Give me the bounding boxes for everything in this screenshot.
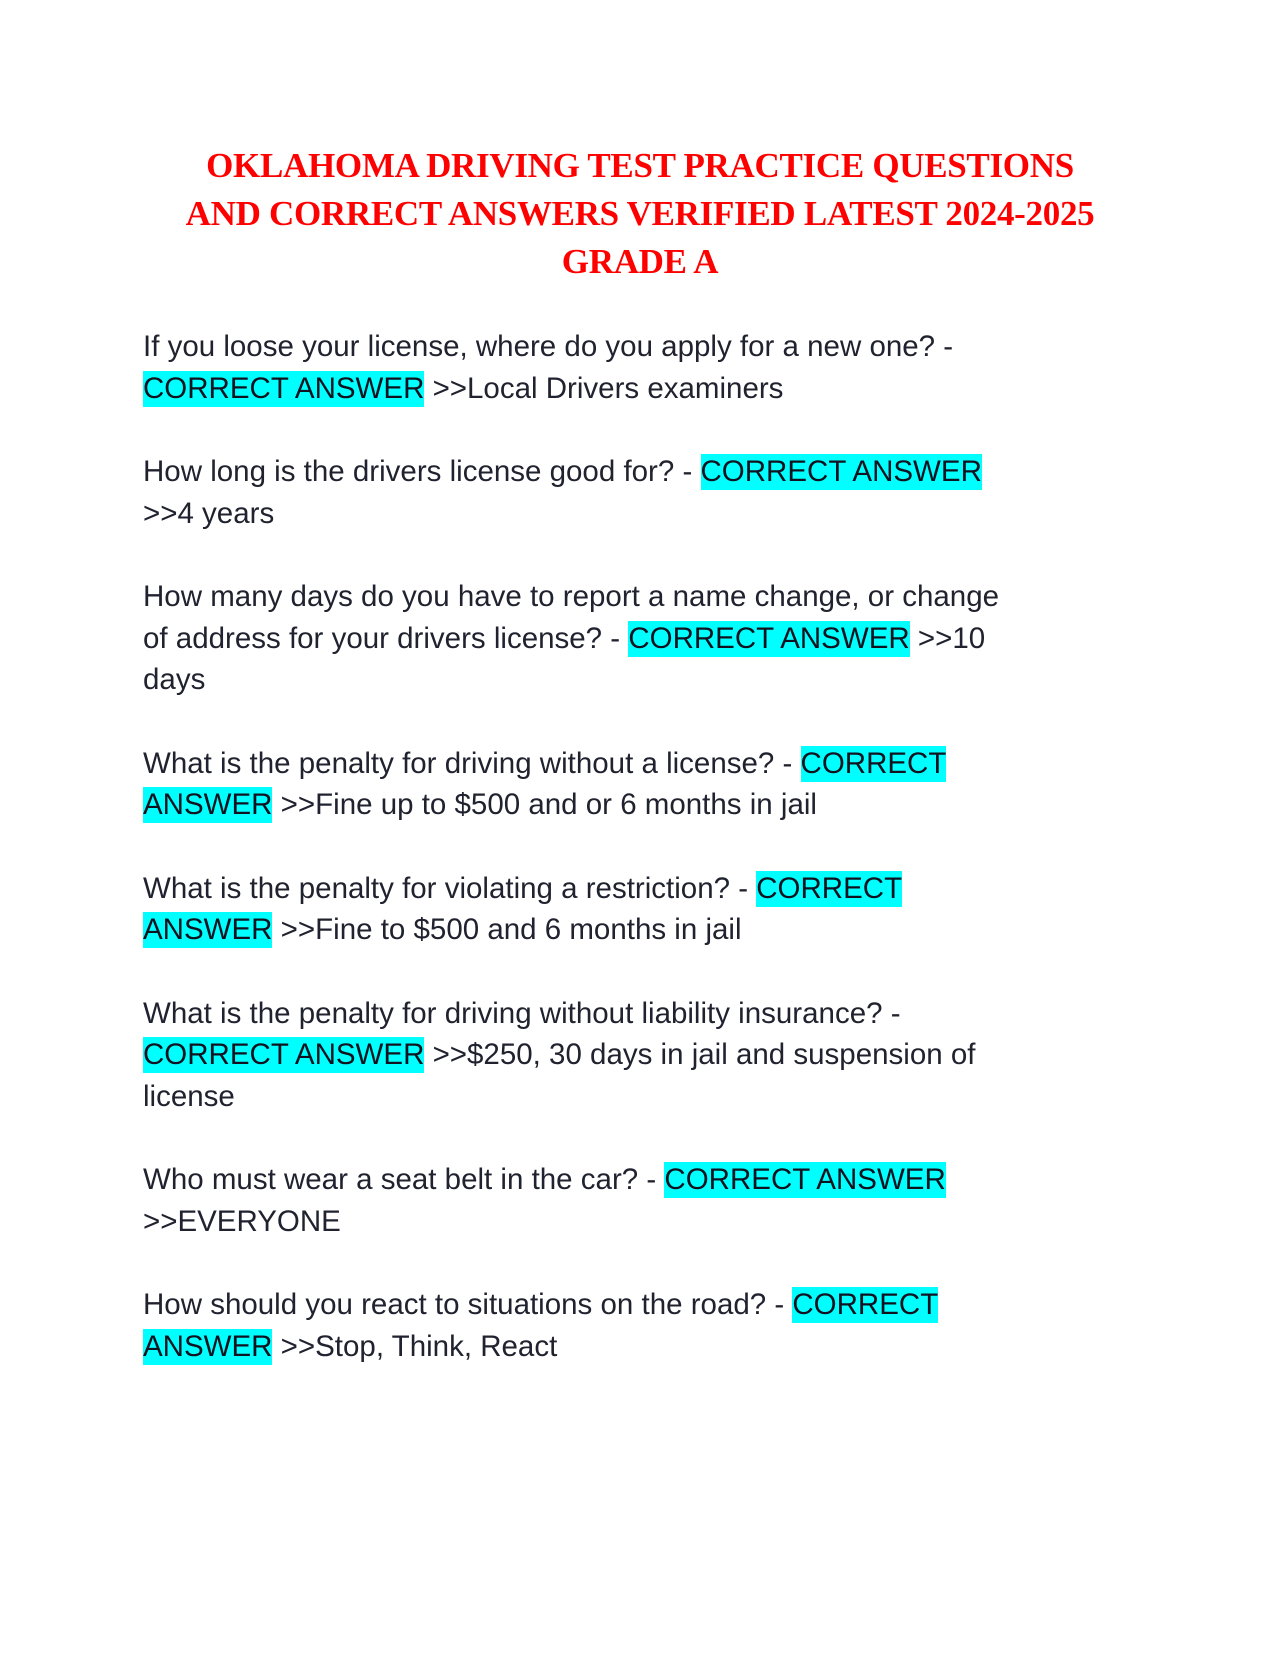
qa-line bbox=[143, 326, 1143, 368]
correct-answer-highlight: CORRECT ANSWER bbox=[143, 1038, 425, 1071]
qa-line bbox=[143, 909, 1143, 951]
correct-answer-highlight: ANSWER bbox=[143, 913, 273, 946]
qa-line bbox=[143, 1326, 1143, 1368]
qa-item bbox=[143, 1159, 1143, 1242]
title-line: GRADE A bbox=[561, 242, 719, 281]
qa-line bbox=[143, 1284, 1143, 1326]
qa-line bbox=[143, 1159, 1143, 1201]
title-line: OKLAHOMA DRIVING TEST PRACTICE QUESTIONS bbox=[206, 146, 1074, 185]
qa-text: >>$250, 30 days in jail and suspension of bbox=[424, 1038, 976, 1071]
qa-line bbox=[143, 493, 1143, 535]
title-line: AND CORRECT ANSWERS VERIFIED LATEST 2024-2025 bbox=[185, 194, 1095, 233]
qa-text: What is the penalty for driving without a license? - bbox=[143, 746, 801, 780]
qa-line bbox=[143, 993, 1143, 1035]
qa-line bbox=[143, 868, 1143, 910]
qa-item bbox=[143, 451, 1143, 534]
correct-answer-highlight: CORRECT ANSWER bbox=[700, 455, 982, 488]
qa-text: >>10 bbox=[909, 621, 986, 655]
qa-item bbox=[143, 576, 1143, 701]
qa-item bbox=[143, 743, 1143, 826]
qa-text: >>Stop, Think, React bbox=[272, 1329, 558, 1363]
correct-answer-highlight: CORRECT bbox=[756, 871, 903, 905]
qa-line bbox=[143, 659, 1143, 701]
correct-answer-highlight: CORRECT ANSWER bbox=[664, 1163, 946, 1196]
qa-text: >>Local Drivers examiners bbox=[424, 371, 784, 405]
qa-text: >>4 years bbox=[143, 496, 275, 530]
qa-line bbox=[143, 784, 1143, 826]
qa-line bbox=[143, 1201, 1143, 1243]
qa-text: of address for your drivers license? - bbox=[143, 621, 629, 655]
qa-list bbox=[143, 326, 1143, 1409]
qa-line bbox=[143, 1076, 1143, 1118]
qa-text: If you loose your license, where do you apply for a new one? - bbox=[143, 330, 954, 363]
qa-text: How many days do you have to report a name change, or change bbox=[143, 580, 1000, 613]
qa-item bbox=[143, 326, 1143, 409]
qa-text: How long is the drivers license good for? - bbox=[143, 455, 701, 488]
document-title bbox=[0, 142, 1280, 286]
correct-answer-highlight: CORRECT bbox=[800, 746, 947, 780]
qa-line bbox=[143, 743, 1143, 785]
qa-line bbox=[143, 576, 1143, 618]
correct-answer-highlight: CORRECT ANSWER bbox=[143, 371, 425, 405]
correct-answer-highlight: CORRECT bbox=[792, 1288, 939, 1321]
qa-item bbox=[143, 993, 1143, 1118]
correct-answer-highlight: ANSWER bbox=[143, 788, 273, 821]
qa-line bbox=[143, 618, 1143, 660]
correct-answer-highlight: ANSWER bbox=[143, 1329, 273, 1363]
qa-line bbox=[143, 451, 1143, 493]
qa-text: >>Fine up to $500 and or 6 months in jail bbox=[272, 788, 817, 821]
qa-line bbox=[143, 368, 1143, 410]
correct-answer-highlight: CORRECT ANSWER bbox=[628, 621, 910, 655]
qa-item bbox=[143, 1284, 1143, 1367]
qa-text: What is the penalty for driving without liability insurance? - bbox=[143, 996, 901, 1030]
qa-item bbox=[143, 868, 1143, 951]
qa-text: license bbox=[143, 1079, 235, 1113]
qa-text: >>EVERYONE bbox=[143, 1204, 341, 1238]
qa-text: days bbox=[143, 663, 206, 696]
qa-text: >>Fine to $500 and 6 months in jail bbox=[272, 913, 742, 946]
qa-text: Who must wear a seat belt in the car? - bbox=[143, 1163, 665, 1196]
qa-line bbox=[143, 1034, 1143, 1076]
qa-text: How should you react to situations on the road? - bbox=[143, 1288, 793, 1321]
qa-text: What is the penalty for violating a restriction? - bbox=[143, 871, 757, 905]
